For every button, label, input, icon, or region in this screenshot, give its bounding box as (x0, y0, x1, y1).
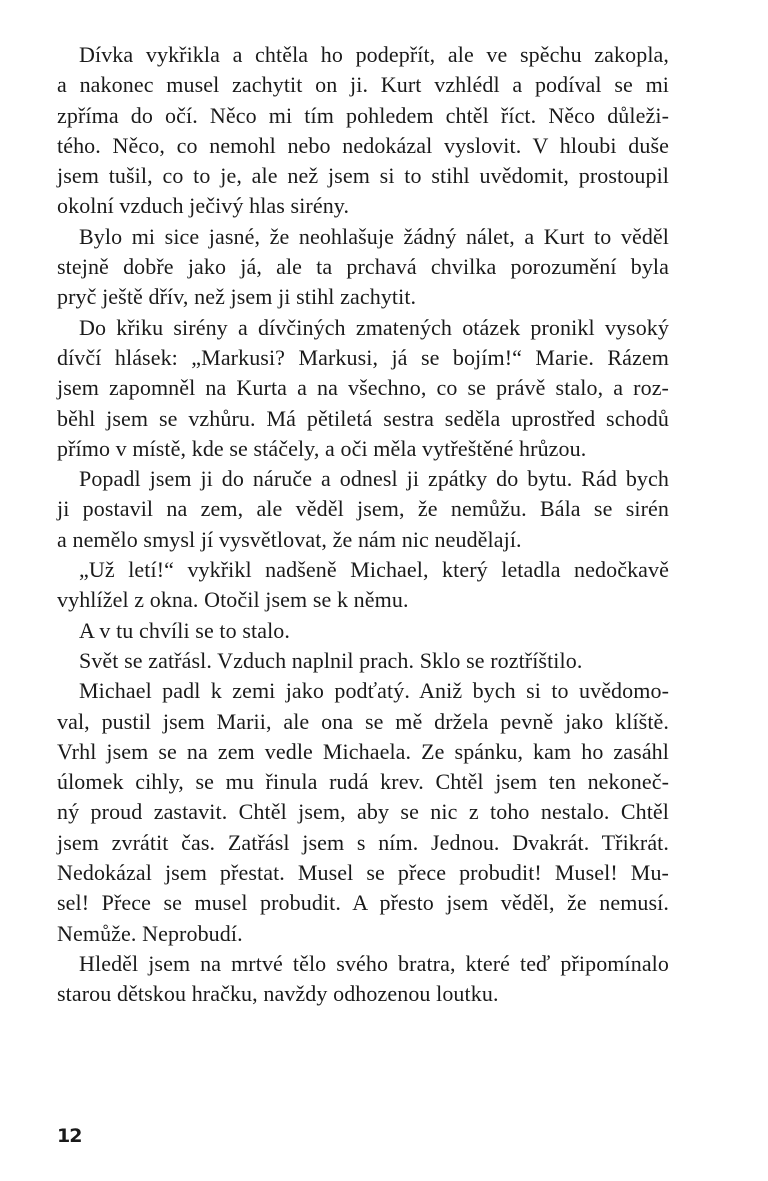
text-line: starou dětskou hračku, navždy odhozenou loutku. (57, 981, 499, 1007)
text-line: ný proud zastavit. Chtěl jsem, aby se nic z toho nestalo. Chtěl (57, 799, 669, 825)
body-text (57, 40, 669, 1010)
text-line: dívčí hlásek: „Markusi? Markusi, já se bojím!“ Marie. Rázem (57, 344, 669, 370)
text-line: „Už letí!“ vykřikl nadšeně Michael, který letadla nedočkavě (79, 557, 669, 583)
text-line: val, pustil jsem Marii, ale ona se mě držela pevně jako klíště. (57, 708, 669, 734)
text-line: a nemělo smysl jí vysvětlovat, že nám nic neudělají. (57, 526, 522, 552)
text-line: běhl jsem se vzhůru. Má pětiletá sestra seděla uprostřed schodů (57, 405, 669, 431)
text-line: Michael padl k zemi jako podťatý. Aniž bych si to uvědomo- (79, 678, 669, 704)
text-line: A v tu chvíli se to stalo. (79, 617, 290, 643)
text-line: jsem zvrátit čas. Zatřásl jsem s ním. Jednou. Dvakrát. Třikrát. (57, 829, 669, 855)
text-line: Do křiku sirény a dívčiných zmatených otázek pronikl vysoký (79, 314, 669, 340)
text-line: a nakonec musel zachytit on ji. Kurt vzhlédl a podíval se mi (57, 72, 669, 98)
text-line: okolní vzduch ječivý hlas sirény. (57, 193, 350, 219)
text-line: Bylo mi sice jasné, že neohlašuje žádný nálet, a Kurt to věděl (79, 223, 669, 249)
text-line: pryč ještě dřív, než jsem ji stihl zachytit. (57, 284, 417, 310)
text-line: vyhlížel z okna. Otočil jsem se k němu. (57, 587, 409, 613)
text-line: Popadl jsem ji do náruče a odnesl ji zpátky do bytu. Rád bych (79, 466, 669, 492)
text-line: ji postavil na zem, ale věděl jsem, že nemůžu. Bála se sirén (57, 496, 669, 522)
text-line: Nedokázal jsem přestat. Musel se přece probudit! Musel! Mu- (57, 860, 669, 886)
text-line: sel! Přece se musel probudit. A přesto jsem věděl, že nemusí. (57, 890, 669, 916)
text-line: jsem zapomněl na Kurta a na všechno, co se právě stalo, a roz- (57, 375, 669, 401)
text-line: jsem tušil, co to je, ale než jsem si to stihl uvědomit, prostoupil (57, 163, 669, 189)
page-number: 12 (57, 1125, 82, 1147)
text-line: zpříma do očí. Něco mi tím pohledem chtěl říct. Něco důleži- (57, 102, 669, 128)
text-line: Svět se zatřásl. Vzduch naplnil prach. Sklo se roztříštilo. (79, 647, 583, 673)
text-line: stejně dobře jako já, ale ta prchavá chvilka porozumění byla (57, 254, 669, 280)
text-line: tého. Něco, co nemohl nebo nedokázal vyslovit. V hloubi duše (57, 132, 669, 158)
text-line: přímo v místě, kde se stáčely, a oči měla vytřeštěné hrůzou. (57, 435, 587, 461)
text-line: Nemůže. Neprobudí. (57, 920, 243, 946)
text-line: úlomek cihly, se mu řinula rudá krev. Chtěl jsem ten nekoneč- (57, 769, 669, 795)
text-line: Hleděl jsem na mrtvé tělo svého bratra, které teď připomínalo (79, 950, 669, 976)
text-line: Vrhl jsem se na zem vedle Michaela. Ze spánku, kam ho zasáhl (57, 738, 669, 764)
text-line: Dívka vykřikla a chtěla ho podepřít, ale ve spěchu zakopla, (79, 42, 669, 67)
